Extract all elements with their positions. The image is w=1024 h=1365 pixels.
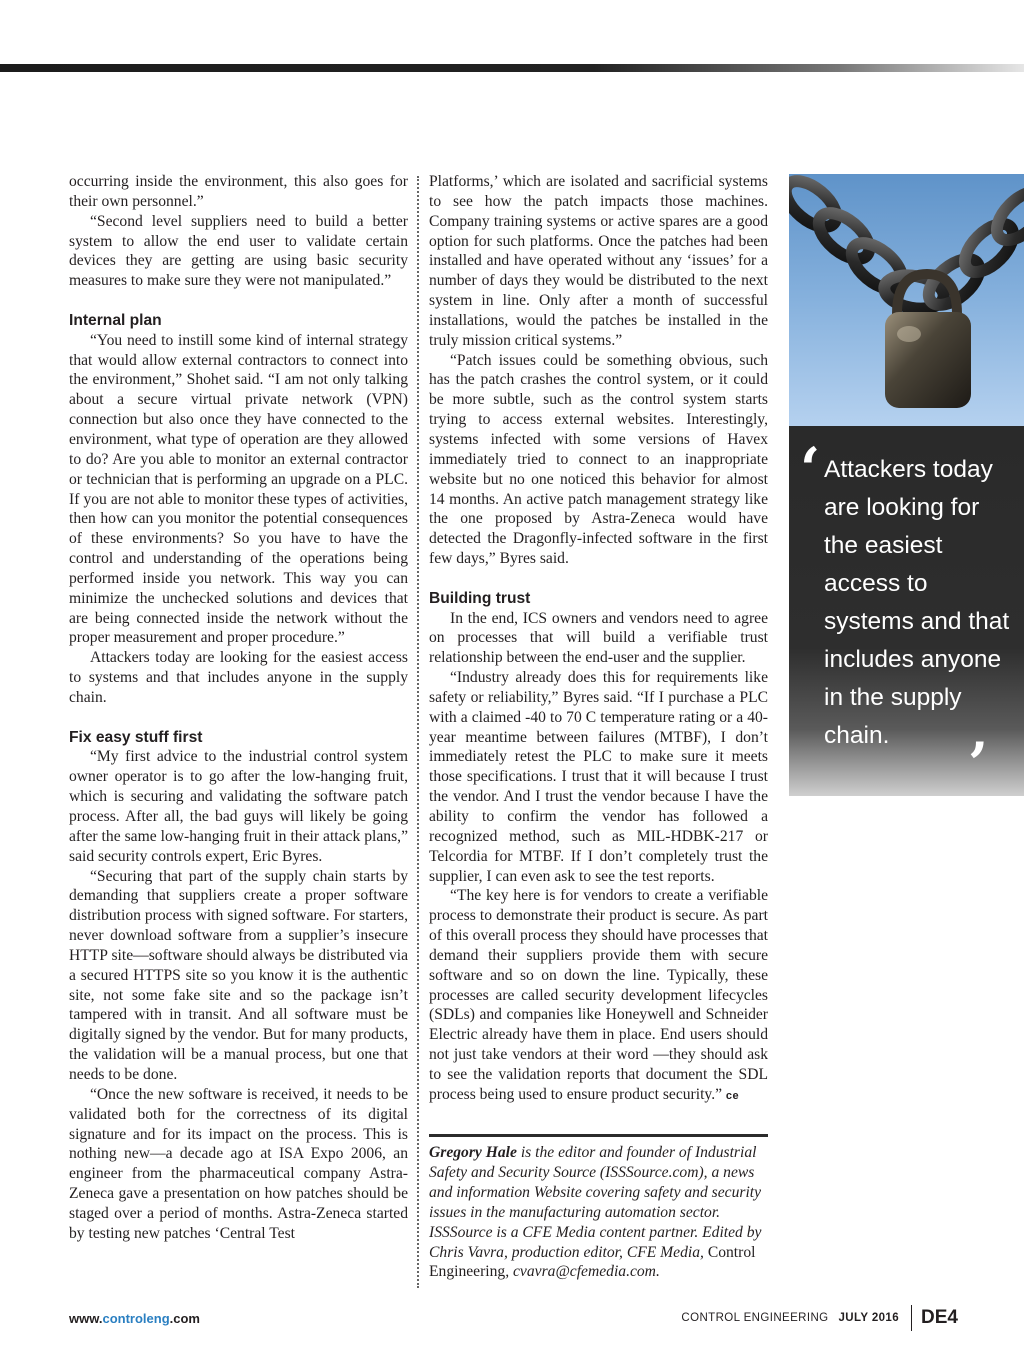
section-heading: Internal plan	[69, 311, 162, 329]
paragraph-final-text: “The key here is for vendors to create a verifiable process to demonstrate their product is secure. As part of this overall process they should have processes that demand their suppliers provide them with secure software and so on down the line. Typically, these processes are called security development lifecycles (SDLs) and companies like Honeywell and Schneider Electric already have them in place. End users should not just take vendors at their word —they should ask to see the validation reports that document the SDL process being used to ensure product security.”	[429, 887, 768, 1103]
author-bio	[429, 1143, 768, 1282]
paragraph: “Industry already does this for requirements like safety or reliability,” Byres said. “If I purchase a PLC with a claimed -40 to 70 C temperature rating or a 40-year meantime between failures (MTBF), I don’t immediately retest the PLC to make sure it meets those specifications. I trust that it will because I trust the vendor. And I trust the vendor because I have the ability to confirm the vendor has followed a recognized method, such as MIL-HDBK-217 or Telcordia for MTBF. If I don’t completely trust the supplier, I can even ask to see the test reports.	[429, 669, 768, 885]
magazine-name: Control Engineering	[429, 1243, 756, 1281]
magazine-title: CONTROL ENGINEERING	[681, 1312, 829, 1324]
bio-text: is the editor and founder of Industrial Safety and Security Source (ISSSource.com), a news and information Website covering safety and security issues in the manufacturing automation sector. ISSSource is a CFE Media content partner. Edited by Chris Vavra, production editor, CFE Media,	[429, 1144, 762, 1261]
paragraph: occurring inside the environment, this also goes for their own personnel.”	[69, 173, 408, 210]
author-name: Gregory Hale	[429, 1144, 517, 1161]
url-suffix: .com	[169, 1311, 200, 1326]
footer-website-link[interactable]	[69, 1311, 200, 1326]
url-prefix: www.	[69, 1311, 103, 1326]
section-heading: Fix easy stuff first	[69, 728, 203, 746]
column-divider	[417, 176, 419, 1288]
pull-quote: Attackers today are looking for the easiest access to systems and that includes anyone in the supply chain.	[824, 456, 1010, 749]
end-mark: ce	[725, 1089, 740, 1102]
paragraph: Attackers today are looking for the easiest access to systems and that includes anyone in the supply chain.	[69, 649, 408, 706]
chain-padlock-illustration	[789, 174, 1024, 426]
paragraph: “You need to instill some kind of internal strategy that would allow external contractors to connect into the environment,” Shohet said. “I am not only talking about a secure virtual private network (VPN) connection but also once they have connected to the environment, what type of operation are they allowed to do? Are you able to monitor an external contractor or technician that is performing an upgrade on a PLC. If you are not able to monitor these types of activities, then how can you monitor the potential consequences of these environments? So you have to have the control and understanding of the operations being performed inside you network. This way you can minimize the unchecked solutions and devices that are being connected inside the network without the proper measurement and proper procedure.”	[69, 331, 408, 647]
page-number: DE4	[921, 1307, 958, 1328]
paragraph: “Once the new software is received, it needs to be validated both for the correctness of its digital signature and for its impact on the process. This is nothing new—a decade ago at ISA Expo 2006, an engineer from the pharmaceutical company Astra-Zeneca gave a presentation on how patches should be staged over a period of months. Astra-Zeneca started by testing new patches ‘Central Test	[69, 1085, 408, 1242]
article-column-left	[69, 172, 408, 1244]
bio-rule	[429, 1134, 768, 1137]
paragraph: “Patch issues could be something obvious, such has the patch crashes the control system, or it could be more subtle, such as the control system starts trying to access external websites. Interestingly, systems infected with some versions of Havex immediately tried to connect to an inappropriate website but no one noticed this behavior for almost 14 months. An active patch management strategy like the one proposed by Astra-Zeneca would have detected the Dragonfly-infected software in the first few days,” Byres said.	[429, 351, 768, 568]
section-heading: Building trust	[429, 589, 531, 607]
close-quote-icon: ’	[968, 730, 989, 798]
paragraph: In the end, ICS owners and vendors need to agree on processes that will build a verifiable trust relationship between the end-user and the supplier.	[429, 609, 768, 667]
chain-padlock-photo	[789, 174, 1024, 426]
article-column-right	[429, 172, 768, 1107]
url-brand: controleng	[102, 1311, 170, 1326]
paragraph: Platforms,’ which are isolated and sacrificial systems to see how the patch impacts those machines. Company training systems or active spares are a good option for such platforms. Once the patches had been installed and have operated without any ‘issues’ for a number of days they would be distributed to the next system in line. Only after a month of successful installations, would the patches be installed in the truly mission critical systems.”	[429, 173, 768, 349]
paragraph: “Second level suppliers need to build a better system to allow the end user to validate certain devices they are getting are using basic security measures to make sure they were not manipulated.”	[69, 212, 408, 290]
open-quote-icon: ‘	[800, 435, 821, 503]
header-rule	[0, 64, 1024, 72]
footer-folio	[681, 1305, 958, 1331]
issue-date: JULY 2016	[838, 1312, 900, 1324]
author-email: , cvavra@cfemedia.com.	[505, 1263, 660, 1281]
paragraph-final	[429, 886, 768, 1106]
folio-divider	[911, 1305, 912, 1331]
paragraph: “Securing that part of the supply chain starts by demanding that suppliers create a proper software distribution process with signed software. For starters, never download software from a supplier’s insecure HTTP site—software should always be distributed via a secured HTTPS site so you know it is the authentic site, not some fake site and so the package isn’t tampered with in transit. And all software must be digitally signed by the vendor. But for many products, the validation will be a manual process, but one that needs to be done.	[69, 867, 408, 1083]
paragraph: “My first advice to the industrial control system owner operator is to go after the low-hanging fruit, which is securing and validating the software patch process. After all, the bad guys will likely be going after the same low-hanging fruit in their attack plans,” said security controls expert, Eric Byres.	[69, 748, 408, 865]
